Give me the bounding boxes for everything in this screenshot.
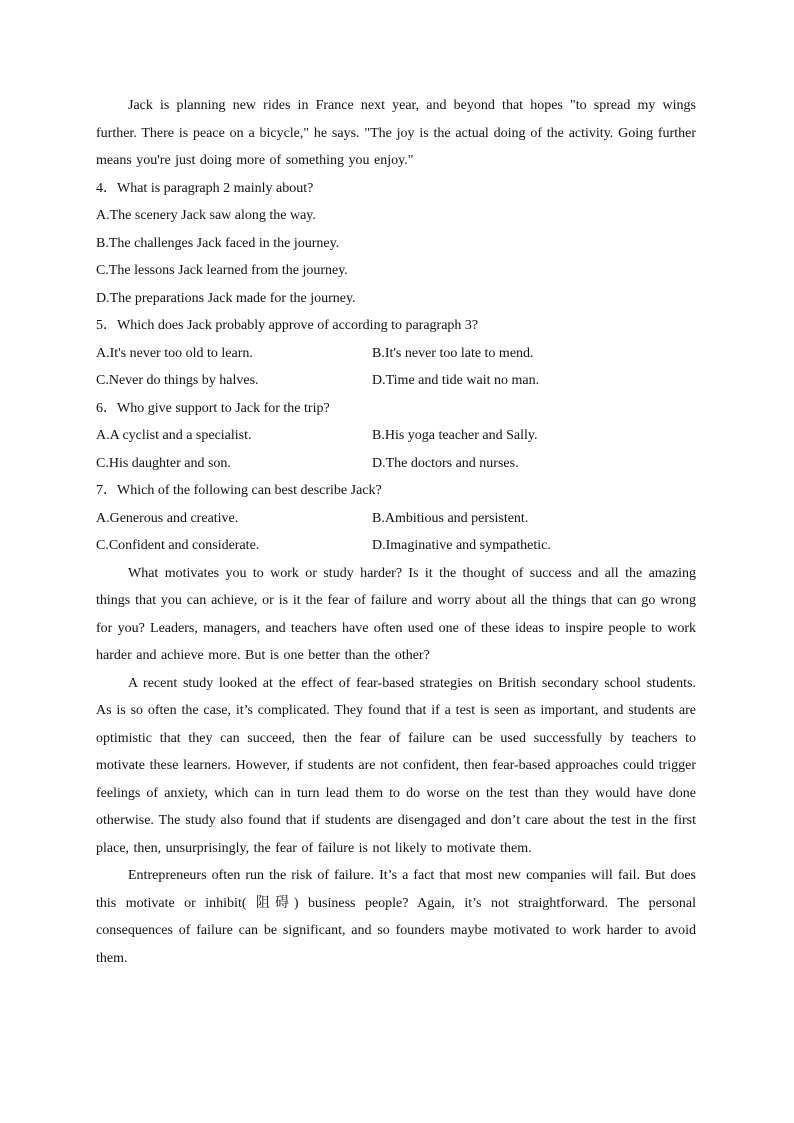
question-5 bbox=[96, 312, 696, 395]
options-row bbox=[96, 340, 696, 368]
options-row bbox=[96, 450, 696, 478]
question-4 bbox=[96, 175, 696, 313]
question-text: Who give support to Jack for the trip? bbox=[117, 400, 330, 416]
question-number: 7． bbox=[96, 483, 117, 498]
question-text: Which of the following can best describe Jack? bbox=[117, 483, 382, 498]
question-text: What is paragraph 2 mainly about? bbox=[117, 180, 314, 196]
question-4-stem bbox=[96, 175, 696, 203]
question-5-stem bbox=[96, 312, 696, 340]
option-c: C.The lessons Jack learned from the journey. bbox=[96, 263, 348, 278]
passage-paragraph-1: What motivates you to work or study harder? Is it the thought of success and all the amazing things that you can achieve, or is it the fear of failure and worry about all the things that can go wrong for you? Leaders, managers, and teachers have often used one of these ideas to inspire people to work harder and achieve more. But is one better than the other? bbox=[96, 565, 696, 663]
document-page bbox=[96, 92, 696, 972]
option-a: A.The scenery Jack saw along the way. bbox=[96, 208, 316, 223]
option-a: A.A cyclist and a specialist. bbox=[96, 428, 252, 443]
intro-paragraph: Jack is planning new rides in France next year, and beyond that hopes "to spread my wings further. There is peace on a bicycle," he says. "The joy is the actual doing of the activity. Going further means you're just doing more of something you enjoy." bbox=[96, 98, 696, 168]
question-number: 4． bbox=[96, 180, 117, 196]
option-b: B.It's never too late to mend. bbox=[372, 345, 534, 361]
option-a: A.Generous and creative. bbox=[96, 510, 239, 526]
question-7 bbox=[96, 477, 696, 560]
option-d: D.The preparations Jack made for the journey. bbox=[96, 290, 356, 306]
option-d: D.Imaginative and sympathetic. bbox=[372, 538, 551, 553]
option-c: C.His daughter and son. bbox=[96, 455, 231, 471]
options-row bbox=[96, 422, 696, 450]
options-row bbox=[96, 367, 696, 395]
option-c: C.Confident and considerate. bbox=[96, 538, 260, 553]
option-c: C.Never do things by halves. bbox=[96, 373, 259, 388]
passage-paragraph-2: A recent study looked at the effect of fear-based strategies on British secondary school students. As is so often the case, it’s complicated. They found that if a test is seen as important, and students are optimistic that they can succeed, then the fear of failure can be used successfully by teachers to motivate these learners. However, if students are not confident, then fear-based approaches could trigger feelings of anxiety, which can in turn lead them to do worse on the test than they would have done otherwise. The study also found that if students are disengaged and don’t care about the test in the first place, then, unsurprisingly, the fear of failure is not likely to motivate them. bbox=[96, 675, 696, 856]
question-number: 6． bbox=[96, 400, 117, 416]
option-b: B.His yoga teacher and Sally. bbox=[372, 428, 538, 443]
option-d: D.The doctors and nurses. bbox=[372, 455, 519, 471]
option-b: B.Ambitious and persistent. bbox=[372, 510, 529, 526]
options-row bbox=[96, 505, 696, 533]
passage-paragraph-3: Entrepreneurs often run the risk of failure. It’s a fact that most new companies will fail. But does this motivate or inhibit( 阻碍) business people? Again, it’s not straightforward. The personal consequences of failure can be significant, and so founders maybe motivated to work harder to avoid them. bbox=[96, 868, 696, 966]
option-a: A.It's never too old to learn. bbox=[96, 345, 253, 361]
question-7-stem bbox=[96, 477, 696, 505]
option-d: D.Time and tide wait no man. bbox=[372, 373, 540, 388]
option-b: B.The challenges Jack faced in the journey. bbox=[96, 235, 340, 251]
question-number: 5． bbox=[96, 318, 117, 333]
question-6-stem bbox=[96, 395, 696, 423]
options-row bbox=[96, 532, 696, 560]
question-6 bbox=[96, 395, 696, 478]
question-text: Which does Jack probably approve of according to paragraph 3? bbox=[117, 318, 479, 333]
